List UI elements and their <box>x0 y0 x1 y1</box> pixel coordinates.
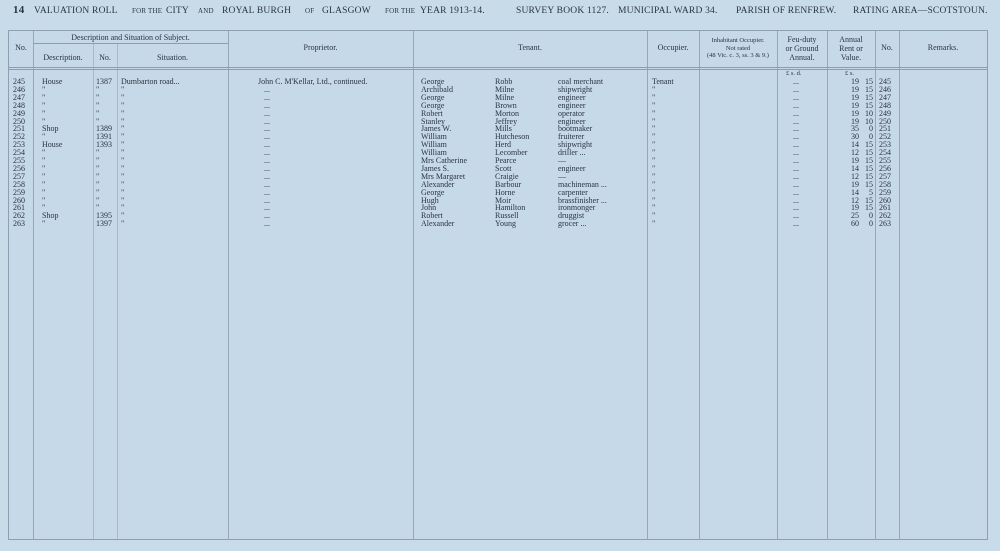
row-description: " <box>42 195 46 205</box>
parish: PARISH OF RENFREW. <box>736 6 837 16</box>
col-feu-header: Feu-duty or Ground Annual. <box>785 35 819 62</box>
row-occupier: " <box>652 195 656 205</box>
row-proprietor: ... <box>264 148 270 158</box>
row-description: Shop <box>42 124 59 134</box>
row-tenant-occupation: druggist <box>558 211 585 221</box>
row-situation: " <box>121 195 125 205</box>
row-tenant-last: Lecomber <box>495 148 528 158</box>
row-no: 262 <box>13 211 25 221</box>
row-proprietor: ... <box>264 203 270 213</box>
col-proprietor-header: Proprietor. <box>303 43 338 52</box>
row-feu: ... <box>793 187 799 197</box>
row-feu: ... <box>793 140 799 150</box>
row-situation: " <box>121 203 125 213</box>
row-number: " <box>96 195 100 205</box>
row-tenant-first: William <box>421 148 447 158</box>
row-rent-shillings: 0 <box>869 211 873 221</box>
row-no: 246 <box>13 84 25 94</box>
municipal-ward: MUNICIPAL WARD 34. <box>618 6 718 16</box>
row-rent-pounds: 30 <box>851 132 859 142</box>
row-description: " <box>42 148 46 158</box>
row-rent-pounds: 19 <box>851 156 859 165</box>
rent-currency-label: £ s. <box>845 70 855 77</box>
title-valuation-roll: VALUATION ROLL <box>34 6 118 16</box>
row-feu: ... <box>793 203 799 213</box>
col-no2-header: No. <box>881 43 893 52</box>
row-tenant-occupation: brassfinisher ... <box>558 195 607 205</box>
row-no: 245 <box>13 77 25 86</box>
rating-area: RATING AREA—SCOTSTOUN. <box>853 6 988 16</box>
row-tenant-first: James W. <box>421 124 452 134</box>
row-rent-pounds: 19 <box>851 116 859 126</box>
row-description: " <box>42 163 46 173</box>
row-situation: " <box>121 219 125 229</box>
row-no: 256 <box>13 163 25 173</box>
row-no: 261 <box>13 203 25 213</box>
row-rent-shillings: 15 <box>865 84 873 94</box>
row-rent-shillings: 15 <box>865 195 873 205</box>
row-tenant-last: Robb <box>495 77 513 86</box>
row-tenant-first: Archibald <box>421 84 453 94</box>
row-no2: 251 <box>879 124 891 134</box>
row-feu: ... <box>793 163 799 173</box>
row-description: " <box>42 116 46 126</box>
row-occupier: " <box>652 84 656 94</box>
row-situation: " <box>121 187 125 197</box>
row-occupier: " <box>652 140 656 150</box>
row-occupier: " <box>652 211 656 221</box>
row-situation: " <box>121 132 125 142</box>
row-no: 254 <box>13 148 25 158</box>
row-no2: 257 <box>879 171 891 181</box>
row-rent-shillings: 15 <box>865 156 873 165</box>
row-feu: ... <box>793 211 799 221</box>
row-occupier: " <box>652 132 656 142</box>
title-royal-burgh: ROYAL BURGH <box>222 6 292 16</box>
row-number: 1387 <box>96 77 112 86</box>
row-tenant-occupation: engineer <box>558 100 586 110</box>
row-rent-shillings: 15 <box>865 179 873 189</box>
row-tenant-occupation: — <box>558 171 566 181</box>
row-situation: " <box>121 163 125 173</box>
row-rent-pounds: 12 <box>851 195 859 205</box>
row-occupier: " <box>652 179 656 189</box>
row-feu: ... <box>793 84 799 94</box>
row-number: " <box>96 163 100 173</box>
col-desc-group-header: Description and Situation of Subject. <box>71 33 190 42</box>
row-feu: ... <box>793 77 799 86</box>
col-inhabitant-header: Inhabitant Occupier. Not rated (48 Vic. c. 3, ss. 3 & 9.) <box>707 37 769 59</box>
row-no: 258 <box>13 179 25 189</box>
row-tenant-last: Hamilton <box>495 203 526 213</box>
row-occupier: " <box>652 148 656 158</box>
row-no2: 252 <box>879 132 891 142</box>
row-rent-pounds: 14 <box>851 187 859 197</box>
row-situation: " <box>121 108 125 118</box>
row-occupier: " <box>652 108 656 118</box>
row-tenant-last: Horne <box>495 187 515 197</box>
row-tenant-occupation: driller ... <box>558 148 586 158</box>
row-feu: ... <box>793 156 799 165</box>
row-no: 252 <box>13 132 25 142</box>
row-no: 251 <box>13 124 25 134</box>
feu-currency-label: £ s. d. <box>786 70 802 77</box>
row-tenant-last: Scott <box>495 163 512 173</box>
row-no2: 262 <box>879 211 891 221</box>
title-glasgow: GLASGOW <box>322 6 371 16</box>
row-no: 249 <box>13 108 25 118</box>
row-tenant-last: Hutcheson <box>495 132 530 142</box>
row-feu: ... <box>793 132 799 142</box>
row-occupier: " <box>652 92 656 102</box>
page-number: 14 <box>13 4 25 16</box>
row-no2: 259 <box>879 187 891 197</box>
row-rent-shillings: 15 <box>865 140 873 150</box>
col-occupier-header: Occupier. <box>657 43 689 52</box>
row-occupier: " <box>652 203 656 213</box>
row-feu: ... <box>793 92 799 102</box>
row-no: 247 <box>13 92 25 102</box>
row-no: 260 <box>13 195 25 205</box>
row-no: 255 <box>13 156 25 165</box>
col-tenant-header: Tenant. <box>518 43 542 52</box>
row-no: 263 <box>13 219 25 229</box>
row-rent-pounds: 19 <box>851 92 859 102</box>
row-rent-shillings: 15 <box>865 171 873 181</box>
row-number: 1395 <box>96 211 112 221</box>
row-tenant-occupation: fruiterer <box>558 132 585 142</box>
col-no-header: No. <box>15 43 27 52</box>
row-no2: 258 <box>879 179 891 189</box>
title-and: AND <box>198 7 214 15</box>
row-description: House <box>42 77 63 86</box>
row-rent-shillings: 15 <box>865 77 873 86</box>
row-proprietor: ... <box>264 171 270 181</box>
row-occupier: Tenant <box>652 77 674 86</box>
row-description: " <box>42 203 46 213</box>
row-feu: ... <box>793 100 799 110</box>
row-situation: Dumbarton road... <box>121 77 180 86</box>
row-occupier: " <box>652 219 656 229</box>
row-number: 1389 <box>96 124 112 134</box>
row-description: " <box>42 187 46 197</box>
row-rent-pounds: 19 <box>851 179 859 189</box>
row-rent-shillings: 15 <box>865 148 873 158</box>
row-proprietor: ... <box>264 140 270 150</box>
row-occupier: " <box>652 124 656 134</box>
row-tenant-last: Milne <box>495 84 515 94</box>
row-description: " <box>42 84 46 94</box>
row-description: Shop <box>42 211 59 221</box>
row-situation: " <box>121 92 125 102</box>
row-tenant-last: Morton <box>495 108 519 118</box>
row-feu: ... <box>793 179 799 189</box>
title-year: YEAR 1913-14. <box>420 6 485 16</box>
row-number: 1393 <box>96 140 112 150</box>
row-rent-pounds: 14 <box>851 163 859 173</box>
row-rent-pounds: 25 <box>851 211 859 221</box>
row-proprietor: ... <box>264 179 270 189</box>
row-no2: 254 <box>879 148 891 158</box>
row-no2: 255 <box>879 156 891 165</box>
row-no2: 249 <box>879 108 891 118</box>
row-no2: 253 <box>879 140 891 150</box>
row-occupier: " <box>652 187 656 197</box>
row-feu: ... <box>793 116 799 126</box>
row-tenant-last: Herd <box>495 140 511 150</box>
row-proprietor: ... <box>264 187 270 197</box>
row-description: " <box>42 156 46 165</box>
row-number: " <box>96 92 100 102</box>
row-tenant-last: Russell <box>495 211 519 221</box>
row-tenant-occupation: engineer <box>558 163 586 173</box>
row-no2: 246 <box>879 84 891 94</box>
row-feu: ... <box>793 148 799 158</box>
row-proprietor: John C. M'Kellar, Ltd., continued. <box>258 77 368 86</box>
row-no2: 260 <box>879 195 891 205</box>
row-tenant-first: Alexander <box>421 179 455 189</box>
row-no: 257 <box>13 171 25 181</box>
row-tenant-occupation: engineer <box>558 92 586 102</box>
row-feu: ... <box>793 171 799 181</box>
row-tenant-last: Barbour <box>495 179 522 189</box>
row-situation: " <box>121 100 125 110</box>
row-tenant-last: Craigie <box>495 171 519 181</box>
row-no: 250 <box>13 116 25 126</box>
row-number: 1391 <box>96 132 112 142</box>
row-no: 253 <box>13 140 25 150</box>
row-number: " <box>96 148 100 158</box>
title-of: OF <box>305 7 315 15</box>
row-tenant-occupation: ironmonger <box>558 203 596 213</box>
row-rent-shillings: 15 <box>865 100 873 110</box>
row-no2: 245 <box>879 77 891 86</box>
row-rent-pounds: 35 <box>851 124 859 134</box>
row-tenant-last: Brown <box>495 100 517 110</box>
row-tenant-occupation: machineman ... <box>558 179 607 189</box>
survey-book: SURVEY BOOK 1127. <box>516 6 609 16</box>
row-description: " <box>42 100 46 110</box>
row-situation: " <box>121 179 125 189</box>
row-rent-pounds: 12 <box>851 148 859 158</box>
row-rent-pounds: 19 <box>851 203 859 213</box>
row-rent-shillings: 10 <box>865 116 873 126</box>
row-tenant-occupation: shipwright <box>558 84 593 94</box>
row-rent-pounds: 19 <box>851 77 859 86</box>
row-number: " <box>96 171 100 181</box>
row-rent-pounds: 12 <box>851 171 859 181</box>
row-proprietor: ... <box>264 108 270 118</box>
row-situation: " <box>121 211 125 221</box>
row-feu: ... <box>793 219 799 229</box>
row-rent-shillings: 15 <box>865 92 873 102</box>
row-proprietor: ... <box>264 92 270 102</box>
row-feu: ... <box>793 195 799 205</box>
row-number: " <box>96 187 100 197</box>
row-no2: 250 <box>879 116 891 126</box>
row-no2: 248 <box>879 100 891 110</box>
row-situation: " <box>121 140 125 150</box>
col-remarks-header: Remarks. <box>927 43 959 52</box>
row-tenant-first: Mrs Margaret <box>421 171 466 181</box>
row-rent-shillings: 0 <box>869 132 873 142</box>
row-situation: " <box>121 171 125 181</box>
row-proprietor: ... <box>264 116 270 126</box>
row-number: 1397 <box>96 219 112 229</box>
row-description: " <box>42 219 46 229</box>
row-proprietor: ... <box>264 124 270 134</box>
row-tenant-first: Stanley <box>421 116 445 126</box>
row-tenant-first: Robert <box>421 108 443 118</box>
row-no2: 261 <box>879 203 891 213</box>
row-tenant-first: Robert <box>421 211 443 221</box>
row-description: " <box>42 132 46 142</box>
row-number: " <box>96 116 100 126</box>
row-tenant-last: Milne <box>495 92 515 102</box>
row-tenant-first: Alexander <box>421 219 455 229</box>
title-city: CITY <box>166 6 189 16</box>
row-rent-pounds: 19 <box>851 100 859 110</box>
row-tenant-first: John <box>421 203 437 213</box>
row-feu: ... <box>793 108 799 118</box>
row-tenant-first: George <box>421 100 445 110</box>
row-proprietor: ... <box>264 100 270 110</box>
row-tenant-first: George <box>421 187 445 197</box>
row-situation: " <box>121 116 125 126</box>
row-tenant-occupation: engineer <box>558 116 586 126</box>
row-rent-pounds: 19 <box>851 108 859 118</box>
row-tenant-occupation: carpenter <box>558 187 588 197</box>
row-rent-pounds: 60 <box>851 219 859 229</box>
row-occupier: " <box>652 163 656 173</box>
row-rent-shillings: 10 <box>865 108 873 118</box>
row-proprietor: ... <box>264 132 270 142</box>
row-occupier: " <box>652 171 656 181</box>
row-number: " <box>96 203 100 213</box>
valuation-table <box>8 30 988 540</box>
col-number-header: No. <box>99 53 111 62</box>
row-tenant-first: George <box>421 92 445 102</box>
row-tenant-last: Moir <box>495 195 511 205</box>
row-situation: " <box>121 156 125 165</box>
row-proprietor: ... <box>264 219 270 229</box>
row-rent-shillings: 0 <box>869 124 873 134</box>
row-tenant-last: Pearce <box>495 156 517 165</box>
row-rent-shillings: 15 <box>865 163 873 173</box>
row-proprietor: ... <box>264 84 270 94</box>
row-number: " <box>96 179 100 189</box>
row-no: 248 <box>13 100 25 110</box>
row-situation: " <box>121 148 125 158</box>
row-tenant-occupation: operator <box>558 108 585 118</box>
row-rent-shillings: 5 <box>869 187 873 197</box>
row-number: " <box>96 84 100 94</box>
row-rent-pounds: 19 <box>851 84 859 94</box>
row-tenant-first: Mrs Catherine <box>421 156 467 165</box>
row-tenant-last: Mills <box>495 124 512 134</box>
row-description: " <box>42 108 46 118</box>
row-proprietor: ... <box>264 156 270 165</box>
table-row <box>9 219 987 228</box>
row-description: " <box>42 92 46 102</box>
row-tenant-occupation: shipwright <box>558 140 593 150</box>
row-tenant-occupation: bootmaker <box>558 124 593 134</box>
row-description: House <box>42 140 63 150</box>
row-no2: 256 <box>879 163 891 173</box>
row-tenant-occupation: grocer ... <box>558 219 587 229</box>
row-feu: ... <box>793 124 799 134</box>
row-proprietor: ... <box>264 195 270 205</box>
row-tenant-first: George <box>421 77 445 86</box>
row-proprietor: ... <box>264 163 270 173</box>
row-number: " <box>96 108 100 118</box>
row-rent-shillings: 0 <box>869 219 873 229</box>
col-description-header: Description. <box>43 53 83 62</box>
title-for-the-2: FOR THE <box>385 7 416 15</box>
row-occupier: " <box>652 100 656 110</box>
col-situation-header: Situation. <box>157 53 188 62</box>
row-no: 259 <box>13 187 25 197</box>
row-occupier: " <box>652 156 656 165</box>
col-rent-header: Annual Rent or Value. <box>839 35 863 62</box>
row-occupier: " <box>652 116 656 126</box>
row-no2: 247 <box>879 92 891 102</box>
row-proprietor: ... <box>264 211 270 221</box>
row-tenant-first: James S. <box>421 163 449 173</box>
page-header <box>0 4 1000 20</box>
row-tenant-occupation: — <box>558 156 566 165</box>
row-tenant-last: Jeffrey <box>495 116 518 126</box>
row-tenant-first: William <box>421 132 447 142</box>
row-situation: " <box>121 124 125 134</box>
row-tenant-occupation: coal merchant <box>558 77 604 86</box>
row-tenant-first: William <box>421 140 447 150</box>
row-description: " <box>42 179 46 189</box>
row-number: " <box>96 100 100 110</box>
row-rent-pounds: 14 <box>851 140 859 150</box>
row-situation: " <box>121 84 125 94</box>
row-rent-shillings: 15 <box>865 203 873 213</box>
row-tenant-last: Young <box>495 219 516 229</box>
row-tenant-first: Hugh <box>421 195 439 205</box>
row-number: " <box>96 156 100 165</box>
row-description: " <box>42 171 46 181</box>
title-for-the: FOR THE <box>132 7 163 15</box>
row-no2: 263 <box>879 219 891 229</box>
